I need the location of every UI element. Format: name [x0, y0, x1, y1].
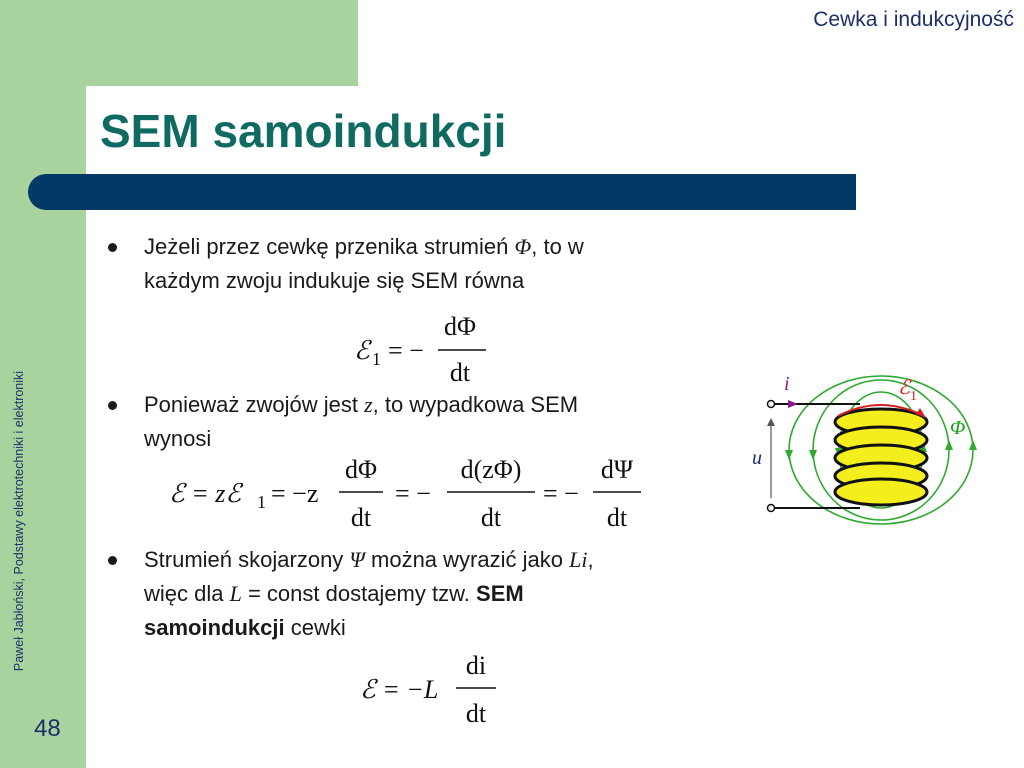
- svg-text:1: 1: [372, 349, 381, 369]
- formula-self-induction: [356, 648, 506, 732]
- svg-text:= −: = −: [388, 336, 424, 365]
- bullet-2-text: Ponieważ zwojów jest z, to wypadkowa SEM wynosi: [144, 392, 579, 451]
- formula-emf-total: [165, 452, 655, 536]
- coil-diagram: [740, 368, 1010, 528]
- terminal-bottom: [768, 505, 775, 512]
- section-header: Cewka i indukcyjność: [813, 8, 1014, 31]
- svg-text:ℰ = zℰ: ℰ = zℰ: [169, 479, 242, 508]
- svg-text:dt: dt: [480, 503, 502, 532]
- voltage-label: u: [752, 447, 762, 469]
- svg-text:dΨ: dΨ: [600, 455, 634, 484]
- svg-text:dt: dt: [465, 699, 487, 728]
- bullet-dot: [108, 556, 117, 565]
- svg-text:dt: dt: [350, 503, 372, 532]
- svg-text:= −: = −: [395, 479, 431, 508]
- bullet-3: [108, 543, 728, 645]
- svg-text:1: 1: [257, 492, 266, 512]
- coil: [835, 409, 927, 505]
- bullet-2: [108, 388, 728, 456]
- svg-text:d(zΦ): d(zΦ): [460, 455, 522, 484]
- svg-text:dΦ: dΦ: [344, 455, 378, 484]
- slide-title: SEM samoindukcji: [100, 105, 507, 157]
- top-band: [0, 0, 358, 86]
- title-bar: [28, 174, 856, 210]
- emf-sub-label: 1: [910, 389, 917, 404]
- bullet-dot: [108, 243, 117, 252]
- svg-text:dΦ: dΦ: [443, 312, 477, 341]
- bullet-1: [108, 230, 728, 298]
- svg-text:ℰ: ℰ: [354, 336, 370, 365]
- author-footer: Paweł Jabłoński, Podstawy elektrotechniki i elektroniki: [12, 370, 26, 672]
- svg-text:= −z: = −z: [271, 479, 319, 508]
- bullet-dot: [108, 401, 117, 410]
- svg-text:di: di: [465, 651, 487, 680]
- page-number: 48: [34, 715, 61, 742]
- svg-text:= −: = −: [543, 479, 579, 508]
- svg-text:dt: dt: [449, 358, 471, 387]
- bullet-3-text: Strumień skojarzony Ψ można wyrazić jako Li, więc dla L = const dostajemy tzw. SEM samoindukcji cewki: [144, 547, 594, 640]
- current-label: i: [784, 373, 790, 395]
- emf-label: ℰ: [898, 377, 911, 399]
- bullet-1-text: Jeżeli przez cewkę przenika strumień Φ, to w każdym zwoju indukuje się SEM równa: [144, 234, 584, 293]
- current-arrow: [788, 400, 798, 408]
- terminal-top: [768, 401, 775, 408]
- flux-label: Φ: [950, 417, 966, 439]
- svg-text:ℰ = −L: ℰ = −L: [360, 675, 439, 704]
- svg-text:dt: dt: [606, 503, 628, 532]
- formula-emf-single-turn: [350, 305, 500, 389]
